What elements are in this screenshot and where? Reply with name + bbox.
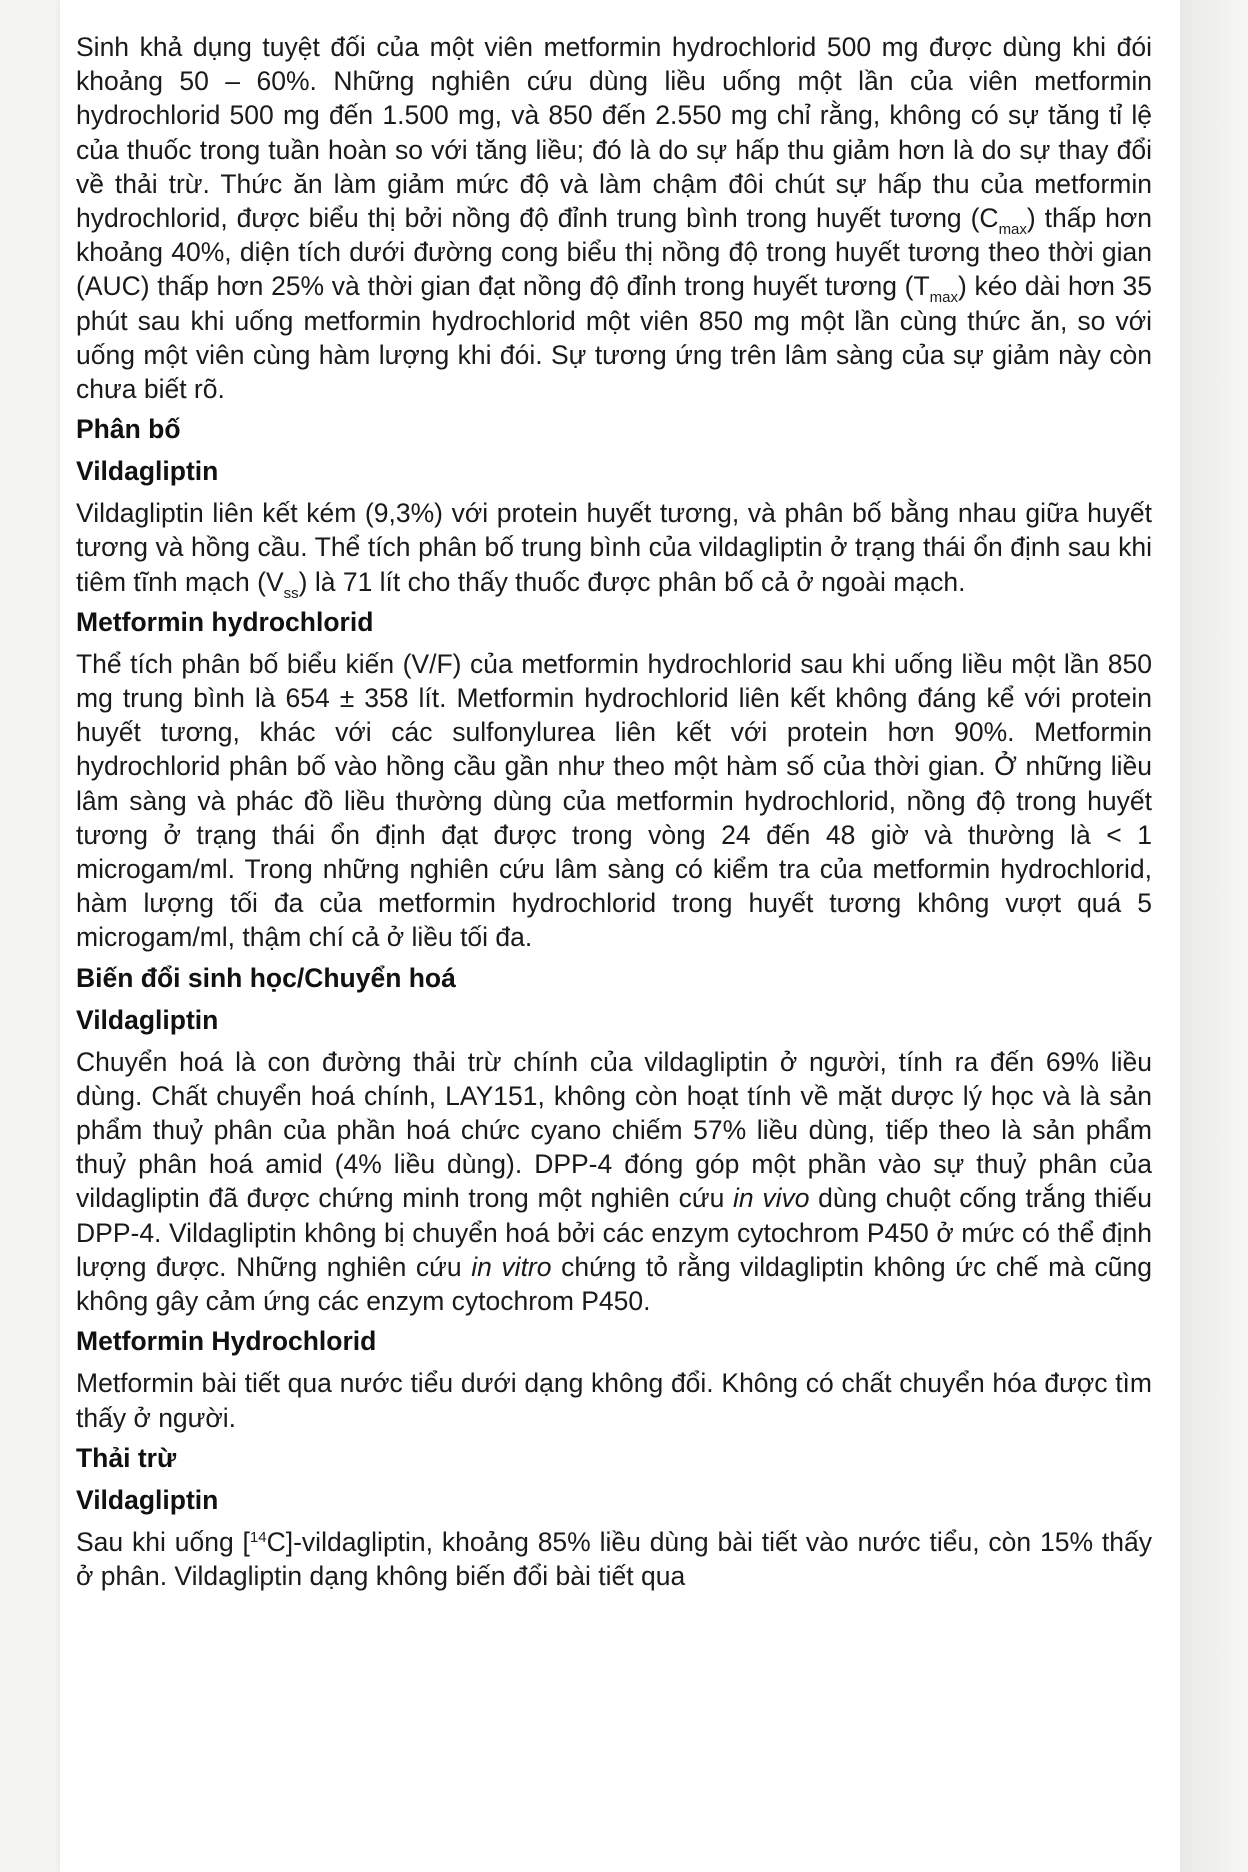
heading-distribution: Phân bố: [76, 414, 181, 445]
heading-biotransformation: Biến đổi sinh học/Chuyển hoá: [76, 962, 456, 993]
page-edge: [1180, 0, 1248, 1872]
paragraph-vildagliptin-elimination: Sau khi uống [$^{14}$C]-vildagliptin, khoảng 85% liều dùng bài tiết vào nước tiểu, còn 15% thấy ở phân. Vildagliptin dạng không biến đổi bài tiết qua: [76, 1526, 1152, 1591]
subheading-metformin-distribution: Metformin hydrochlorid: [76, 606, 374, 637]
paragraph-metformin-absorption: Sinh khả dụng tuyệt đối của một viên metformin hydrochlorid 500 mg được dùng khi đói khoảng 50 – 60%. Những nghiên cứu dùng liều uống một lần của viên metformin hydrochlorid 500 mg đến 1.500 mg, và 850 đến 2.550 mg chỉ rằng, không có sự tăng tỉ lệ của thuốc trong tuần hoàn so với tăng liều; đó là do sự hấp thu giảm hơn là do sự thay đổi về thải trừ. Thức ăn làm giảm mức độ và làm chậm đôi chút sự hấp thu của metformin hydrochlorid, được biểu thị bởi nồng độ đỉnh trung bình trong huyết tương $(C_{max})$ thấp hơn khoảng 40%, diện tích dưới đường cong biểu thị nồng độ trong huyết tương theo thời gian (AUC) thấp hơn 25% và thời gian đạt nồng độ đỉnh trong huyết tương $(T_{max})$ kéo dài hơn 35 phút sau khi uống metformin hydrochlorid một viên 850 mg một lần cùng thức ăn, so với uống một viên cùng hàm lượng khi đói. Sự tương ứng trên lâm sàng của sự giảm này còn chưa biết rõ.: [76, 32, 1153, 405]
subheading-vildagliptin-elimination: Vildagliptin: [76, 1484, 219, 1515]
subheading-vildagliptin-distribution: Vildagliptin: [76, 456, 219, 487]
paragraph-metformin-metabolism: Metformin bài tiết qua nước tiểu dưới dạng không đổi. Không có chất chuyển hóa được tìm thấy ở người.: [76, 1368, 1152, 1433]
subheading-metformin-metabolism: Metformin Hydrochlorid: [76, 1326, 377, 1357]
subheading-vildagliptin-metabolism: Vildagliptin: [76, 1004, 219, 1035]
document-body: [76, 30, 1152, 1599]
paragraph-vildagliptin-distribution: Vildagliptin liên kết kém (9,3%) với protein huyết tương, và phân bố bằng nhau giữa huyết tương và hồng cầu. Thể tích phân bố trung bình của vildagliptin ở trạng thái ổn định sau khi tiêm tĩnh mạch $(V_{ss})$ là 71 lít cho thấy thuốc được phân bố cả ở ngoài mạch.: [76, 498, 1152, 602]
paragraph-metformin-distribution: Thể tích phân bố biểu kiến (V/F) của metformin hydrochlorid sau khi uống liều một lần 850 mg trung bình là 654 ± 358 lít. Metformin hydrochlorid liên kết không đáng kể với protein huyết tương, khác với các sulfonylurea liên kết với protein hơn 90%. Metformin hydrochlorid phân bố vào hồng cầu gần như theo một hàm số của thời gian. Ở những liều lâm sàng và phác đồ liều thường dùng của metformin hydrochlorid, nồng độ trong huyết tương ở trạng thái ổn định đạt được trong vòng 24 đến 48 giờ và thường là < 1 microgam/ml. Trong những nghiên cứu lâm sàng có kiểm tra của metformin hydrochlorid, hàm lượng tối đa của metformin hydrochlorid trong huyết tương không vượt quá 5 microgam/ml, thậm chí cả ở liều tối đa.: [76, 648, 1152, 953]
heading-elimination: Thải trừ: [76, 1442, 177, 1473]
paragraph-vildagliptin-metabolism: Chuyển hoá là con đường thải trừ chính của vildagliptin ở người, tính ra đến 69% liều dùng. Chất chuyển hoá chính, LAY151, không còn hoạt tính về mặt dược lý học và là sản phẩm thuỷ phân của phần hoá chức cyano chiếm 57% liều dùng, tiếp theo là sản phẩm thuỷ phân hoá amid (4% liều dùng). DPP-4 đóng góp một phần vào sự thuỷ phân của vildagliptin đã được chứng minh trong một nghiên cứu in vivo dùng chuột cống trắng thiếu DPP-4. Vildagliptin không bị chuyển hoá bởi các enzym cytochrom P450 ở mức có thể định lượng được. Những nghiên cứu in vitro chứng tỏ rằng vildagliptin không ức chế mà cũng không gây cảm ứng các enzym cytochrom P450.: [76, 1046, 1152, 1317]
